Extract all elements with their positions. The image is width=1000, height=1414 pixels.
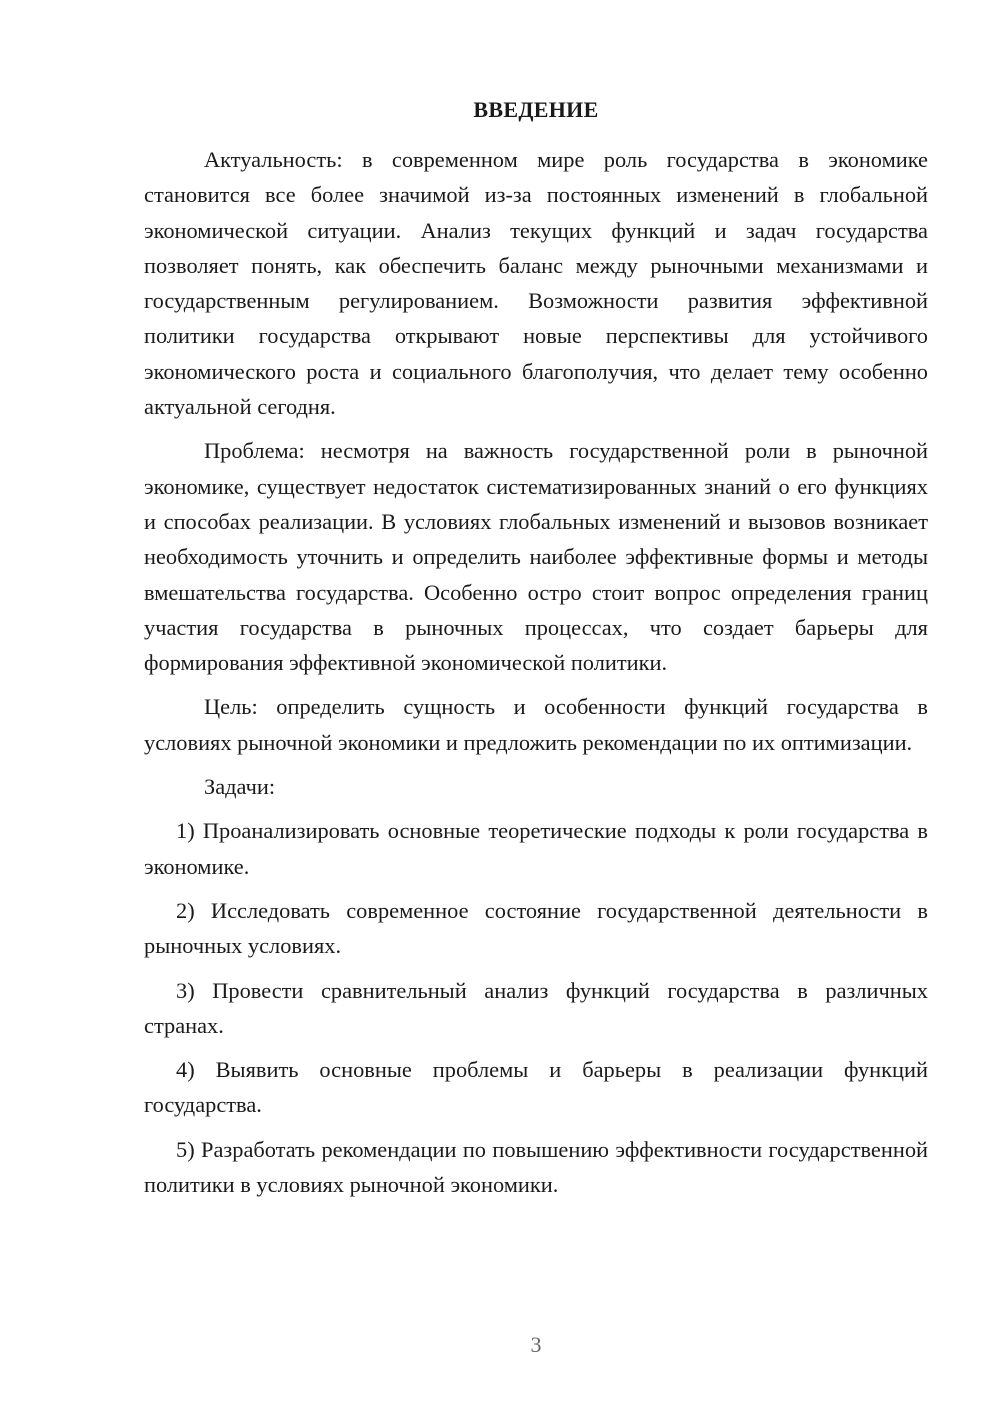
task-item: 1) Проанализировать основные теоретические подходы к роли государства в экономике. bbox=[144, 818, 928, 879]
task-item: 3) Провести сравнительный анализ функций государства в различных странах. bbox=[144, 977, 928, 1038]
paragraph-relevance: Актуальность: в современном мире роль государства в экономике становится все более значимой из-за постоянных изменений в глобальной экономической ситуации. Анализ текущих функций и задач государства позволяет понять, как обеспечить баланс между рыночными механизмами и государственным регулированием. Возможности развития эффективной политики государства открывают новые перспективы для устойчивого экономического роста и социального благополучия, что делает тему особенно актуальной сегодня. bbox=[144, 147, 928, 420]
task-item: 4) Выявить основные проблемы и барьеры в реализации функций государства. bbox=[144, 1057, 928, 1118]
page-number: 3 bbox=[530, 1332, 542, 1357]
task-item: 5) Разработать рекомендации по повышению эффективности государственной политики в условиях рыночной экономики. bbox=[144, 1136, 928, 1198]
paragraph-goal: Цель: определить сущность и особенности функций государства в условиях рыночной экономики и предложить рекомендации по их оптимизации. bbox=[144, 694, 928, 755]
tasks-title: Задачи: bbox=[204, 774, 276, 800]
document-body bbox=[144, 142, 928, 1211]
task-item: 2) Исследовать современное состояние государственной деятельности в рыночных условиях. bbox=[144, 897, 928, 959]
section-heading: ВВЕДЕНИЕ bbox=[473, 97, 599, 122]
paragraph-problem: Проблема: несмотря на важность государственной роли в рыночной экономике, существует недостаток систематизированных знаний о его функциях и способах реализации. В условиях глобальных изменений и вызовов возникает необходимость уточнить и определить наиболее эффективные формы и методы вмешательства государства. Особенно остро стоит вопрос определения границ участия государства в рыночных процессах, что создает барьеры для формирования эффективной экономической политики. bbox=[144, 438, 928, 676]
